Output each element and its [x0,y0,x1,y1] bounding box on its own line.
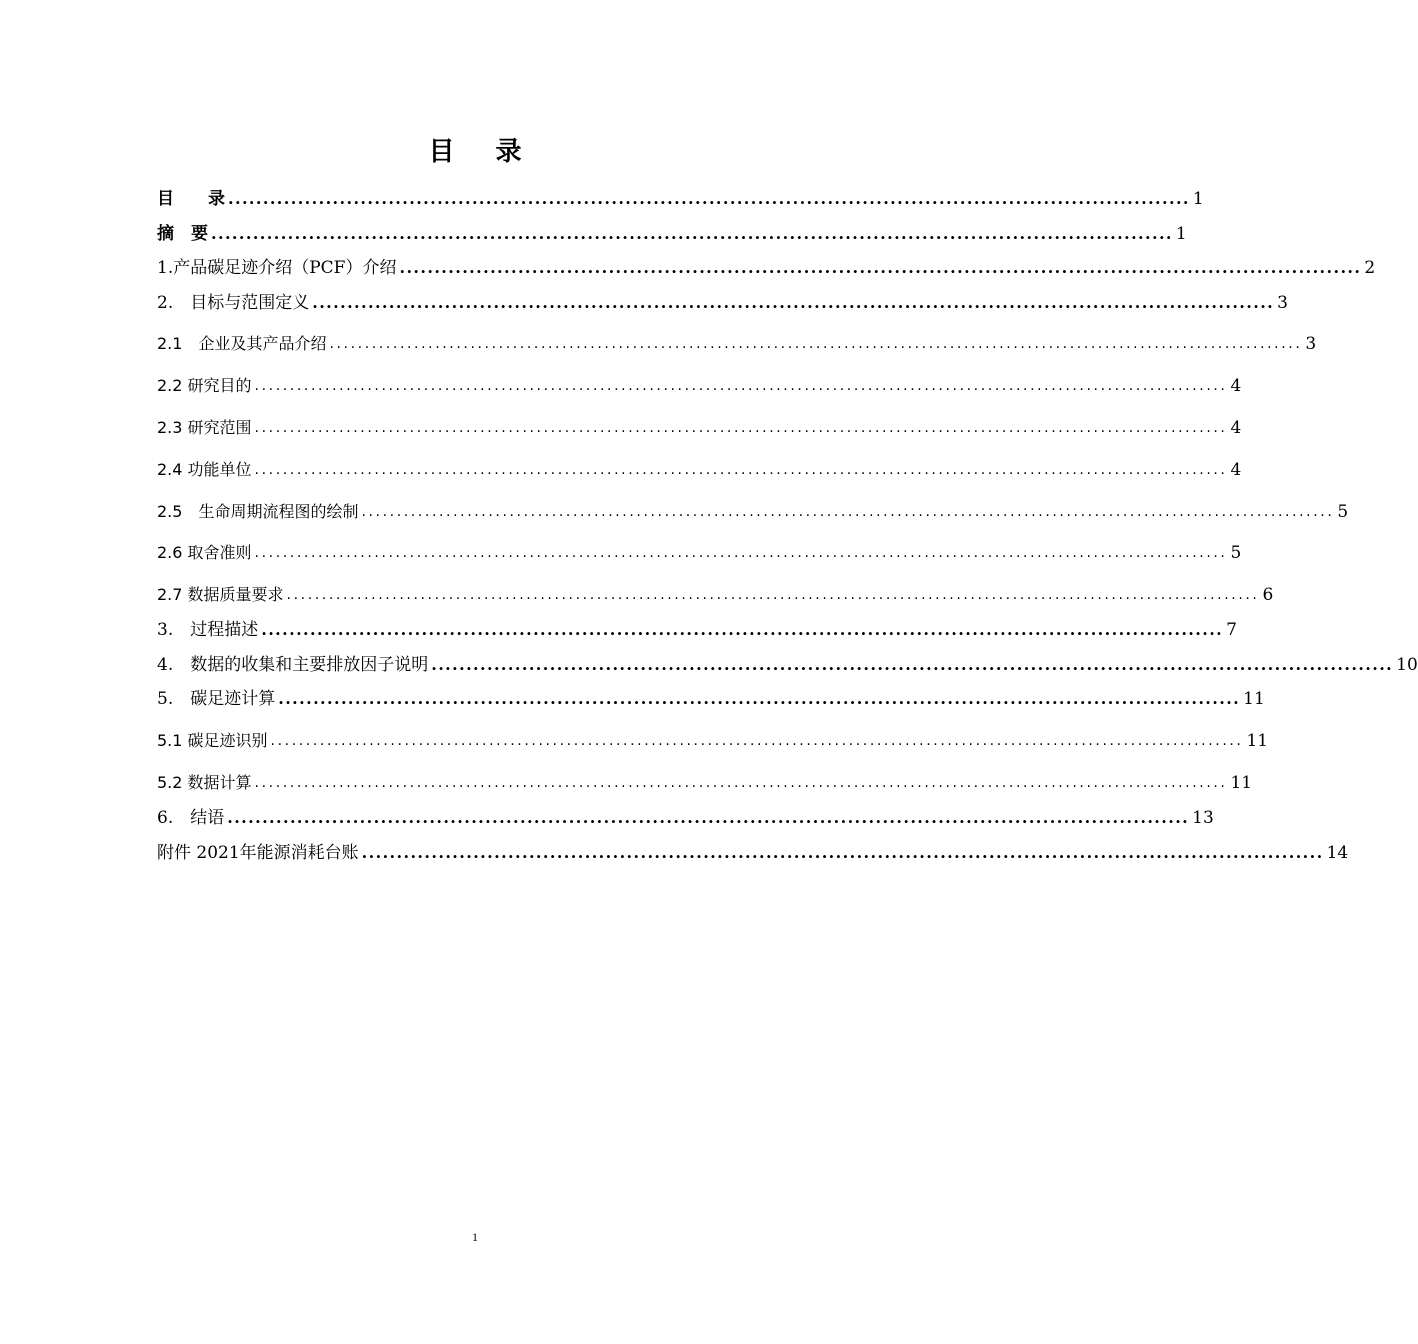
toc-entry-page: 13 [1192,808,1214,828]
toc-entry-label: 2. 目标与范围定义 [157,293,310,313]
toc-entry-label: 2.1 企业及其产品介绍 [157,334,327,353]
toc-entry-2-1[interactable] [157,331,1317,357]
toc-entry-label: 2.5 生命周期流程图的绘制 [157,502,359,521]
toc-dot-leader: .......................................................................................................................................... [254,545,1228,561]
toc-entry-label: 5.2 数据计算 [157,773,252,792]
toc-entry-5-2[interactable] [157,770,1253,796]
toc-entry-label: 2.4 功能单位 [157,460,252,479]
toc-dot-leader: .......................................................................................................................................... [254,775,1228,791]
page-title: 目 录 [428,137,538,167]
toc-entry-2[interactable] [157,290,1288,316]
toc-entry-page: 1 [1175,224,1187,244]
toc-entry-label: 5. 碳足迹计算 [157,689,276,709]
toc-dot-leader: .......................................................................................................................................... [228,189,1190,208]
toc-dot-leader: .......................................................................................................................................... [286,587,1260,603]
toc-entry-page: 4 [1230,460,1242,480]
toc-entry-label: 附件 2021年能源消耗台账 [157,843,359,863]
toc-entry-abstract[interactable] [157,221,1187,247]
toc-entry-label: 2.6 取舍准则 [157,543,252,562]
toc-dot-leader: .......................................................................................................................................... [399,258,1362,277]
toc-entry-4[interactable] [157,652,1418,678]
toc-entry-label: 2.7 数据质量要求 [157,585,284,604]
toc-entry-page: 6 [1262,585,1274,605]
toc-entry-2-4[interactable] [157,457,1242,483]
toc-entry-1[interactable] [157,255,1376,281]
toc-dot-leader: .......................................................................................................................................... [261,620,1224,639]
toc-entry-label: 1.产品碳足迹介绍（PCF）介绍 [157,258,397,278]
toc-entry-2-2[interactable] [157,373,1242,399]
toc-dot-leader: .......................................................................................................................................... [254,462,1228,478]
toc-entry-2-3[interactable] [157,415,1242,441]
toc-dot-leader: .......................................................................................................................................... [270,733,1244,749]
toc-entry-page: 11 [1246,731,1269,751]
page-number: 1 [472,1230,478,1244]
toc-entry-5-1[interactable] [157,728,1269,754]
toc-entry-page: 5 [1337,502,1349,522]
toc-dot-leader: .......................................................................................................................................... [361,504,1335,520]
toc-entry-page: 3 [1305,334,1317,354]
toc-dot-leader: .......................................................................................................................................... [227,808,1190,827]
toc-entry-2-7[interactable] [157,582,1274,608]
toc-entry-page: 5 [1230,543,1242,563]
toc-entry-appendix[interactable] [157,840,1349,866]
toc-entry-contents[interactable] [157,186,1204,212]
toc-entry-page: 11 [1243,689,1265,709]
toc-entry-label: 6. 结语 [157,808,225,828]
toc-dot-leader: .......................................................................................................................................... [254,378,1228,394]
toc-dot-leader: .......................................................................................................................................... [329,336,1303,352]
toc-entry-5[interactable] [157,686,1265,712]
toc-dot-leader: .......................................................................................................................................... [254,420,1228,436]
toc-entry-page: 3 [1277,293,1288,313]
toc-entry-page: 1 [1192,189,1204,209]
toc-entry-page: 4 [1230,376,1242,396]
toc-entry-2-5[interactable] [157,499,1349,525]
toc-entry-page: 7 [1226,620,1237,640]
toc-entry-label: 4. 数据的收集和主要排放因子说明 [157,655,429,675]
toc-entry-2-6[interactable] [157,540,1242,566]
toc-entry-page: 14 [1326,843,1349,863]
toc-entry-page: 11 [1230,773,1253,793]
toc-dot-leader: .......................................................................................................................................... [211,224,1173,243]
toc-entry-label: 5.1 碳足迹识别 [157,731,268,750]
toc-entry-3[interactable] [157,617,1237,643]
toc-entry-page: 2 [1364,258,1376,278]
toc-entry-label: 2.2 研究目的 [157,376,252,395]
toc-entry-6[interactable] [157,805,1214,831]
toc-entry-page: 4 [1230,418,1242,438]
toc-dot-leader: .......................................................................................................................................... [431,655,1394,674]
toc-entry-label: 3. 过程描述 [157,620,259,640]
toc-entry-label: 目 录 [157,189,225,209]
toc-entry-label: 2.3 研究范围 [157,418,252,437]
toc-entry-label: 摘 要 [157,224,208,244]
toc-dot-leader: .......................................................................................................................................... [278,689,1241,708]
toc-dot-leader: .......................................................................................................................................... [312,293,1275,312]
toc-entry-page: 10 [1396,655,1418,675]
toc-dot-leader: .......................................................................................................................................... [361,843,1324,862]
